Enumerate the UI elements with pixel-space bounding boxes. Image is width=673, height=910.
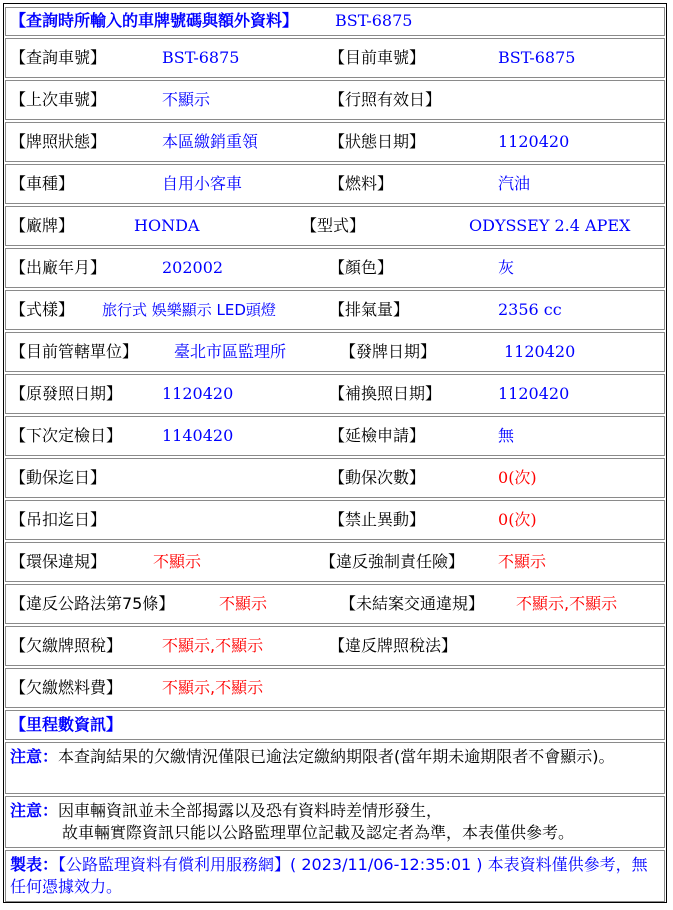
note-arrears-label: 注意： [10, 747, 59, 766]
environmental-violation-value: 不顯示 [153, 552, 202, 571]
inspection-extension-value: 無 [498, 426, 515, 445]
color-value: 灰 [498, 258, 515, 277]
displacement-value: 2356 cc [498, 300, 562, 319]
vehicle-type-value: 自用小客車 [162, 174, 243, 193]
open-traffic-violation-value: 不顯示,不顯示 [516, 594, 618, 613]
next-inspection-label: 【下次定檢日】 [10, 426, 123, 445]
row-chattel-mortgage [5, 458, 665, 498]
row-query-plate [5, 38, 665, 78]
current-plate-value: BST-6875 [498, 48, 576, 67]
header-title-label: 【查詢時所輸入的車牌號碼與額外資料】 [10, 11, 299, 30]
unpaid-license-tax-label: 【欠繳牌照稅】 [10, 636, 123, 655]
transfer-ban-number: 0 [498, 510, 509, 529]
compulsory-insurance-label: 【違反強制責任險】 [320, 552, 465, 571]
fuel-value: 汽油 [498, 174, 531, 193]
note-disclaimer-label: 注意： [10, 801, 59, 820]
row-brand [5, 206, 665, 246]
plate-status-value: 本區繳銷重領 [162, 132, 259, 151]
unpaid-fuel-fee-value: 不顯示,不顯示 [162, 678, 264, 697]
header-plate-value: BST-6875 [335, 11, 413, 30]
row-manufacture-date [5, 248, 665, 288]
plate-issue-date-value: 1120420 [504, 342, 576, 361]
note-generated-by [5, 850, 665, 902]
note-disclaimer-line2: 故車輛實際資訊只能以公路監理單位記載及認定者為準，本表僅供參考。 [62, 823, 575, 842]
note-generated-body: 【公路監理資料有償利用服務網】( 2023/11/06-12:35:01 ) 本表資料僅供參考，無任何憑據效力。 [10, 855, 648, 896]
jurisdiction-label: 【目前管轄單位】 [10, 342, 139, 361]
fuel-label: 【燃料】 [329, 174, 394, 193]
row-plate-status [5, 122, 665, 162]
unpaid-license-tax-value: 不顯示,不顯示 [162, 636, 264, 655]
note-generated-text [10, 854, 660, 898]
row-vehicle-type [5, 164, 665, 204]
chattel-mortgage-count-label: 【動保次數】 [329, 468, 426, 487]
license-tax-violation-label: 【違反牌照稅法】 [329, 636, 458, 655]
note-arrears [5, 742, 665, 794]
jurisdiction-value: 臺北市區監理所 [174, 342, 287, 361]
manufacture-date-label: 【出廠年月】 [10, 258, 107, 277]
original-issue-date-label: 【原發照日期】 [10, 384, 123, 403]
reissue-date-value: 1120420 [498, 384, 570, 403]
manufacture-date-value: 202002 [162, 258, 224, 277]
row-previous-plate [5, 80, 665, 120]
transfer-ban-label: 【禁止異動】 [329, 510, 426, 529]
brand-label: 【廠牌】 [10, 216, 75, 235]
row-mileage [5, 710, 665, 740]
color-label: 【顏色】 [329, 258, 394, 277]
chattel-mortgage-count-unit: (次) [508, 468, 537, 487]
body-style-value: 旅行式 娛樂顯示 LED頭燈 [102, 301, 276, 319]
environmental-violation-label: 【環保違規】 [10, 552, 107, 571]
displacement-label: 【排氣量】 [329, 300, 410, 319]
status-date-label: 【狀態日期】 [329, 132, 426, 151]
note-disclaimer [5, 796, 665, 848]
transfer-ban-value [498, 510, 537, 530]
current-plate-label: 【目前車號】 [329, 48, 426, 67]
chattel-mortgage-end-label: 【動保迄日】 [10, 468, 107, 487]
status-date-value: 1120420 [498, 132, 570, 151]
suspension-end-label: 【吊扣迄日】 [10, 510, 107, 529]
inspection-extension-label: 【延檢申請】 [329, 426, 426, 445]
vehicle-type-label: 【車種】 [10, 174, 75, 193]
query-plate-value: BST-6875 [162, 48, 240, 67]
row-suspension [5, 500, 665, 540]
highway-act-75-value: 不顯示 [219, 594, 268, 613]
row-original-issue [5, 374, 665, 414]
note-generated-label: 製表： [10, 855, 59, 874]
previous-plate-label: 【上次車號】 [10, 90, 107, 109]
highway-act-75-label: 【違反公路法第75條】 [10, 594, 175, 613]
reissue-date-label: 【補換照日期】 [329, 384, 442, 403]
next-inspection-value: 1140420 [162, 426, 234, 445]
note-arrears-text [10, 746, 660, 768]
row-body-style [5, 290, 665, 330]
row-next-inspection [5, 416, 665, 456]
open-traffic-violation-label: 【未結案交通違規】 [340, 594, 485, 613]
transfer-ban-unit: (次) [508, 510, 537, 529]
compulsory-insurance-value: 不顯示 [498, 552, 547, 571]
plate-status-label: 【牌照狀態】 [10, 132, 107, 151]
mileage-info-label: 【里程數資訊】 [10, 715, 123, 734]
row-environmental [5, 542, 665, 582]
previous-plate-value: 不顯示 [162, 90, 211, 109]
query-plate-label: 【查詢車號】 [10, 48, 107, 67]
row-license-tax [5, 626, 665, 666]
chattel-mortgage-count-value [498, 468, 537, 488]
row-fuel-fee [5, 668, 665, 708]
header-row [5, 7, 665, 36]
model-label: 【型式】 [301, 216, 366, 235]
original-issue-date-value: 1120420 [162, 384, 234, 403]
chattel-mortgage-count-number: 0 [498, 468, 509, 487]
model-value: ODYSSEY 2.4 APEX [469, 216, 631, 235]
row-highway-act [5, 584, 665, 624]
plate-issue-date-label: 【發牌日期】 [340, 342, 437, 361]
license-valid-date-label: 【行照有效日】 [329, 90, 442, 109]
brand-value: HONDA [134, 216, 200, 235]
body-style-label: 【式樣】 [10, 300, 75, 319]
note-disclaimer-text [10, 800, 660, 844]
note-arrears-body: 本查詢結果的欠繳情況僅限已逾法定繳納期限者(當年期未逾期限者不會顯示)。 [58, 747, 615, 766]
unpaid-fuel-fee-label: 【欠繳燃料費】 [10, 678, 123, 697]
note-disclaimer-line1: 因車輛資訊並未全部揭露以及恐有資料時差情形發生， [58, 801, 443, 820]
row-jurisdiction [5, 332, 665, 372]
